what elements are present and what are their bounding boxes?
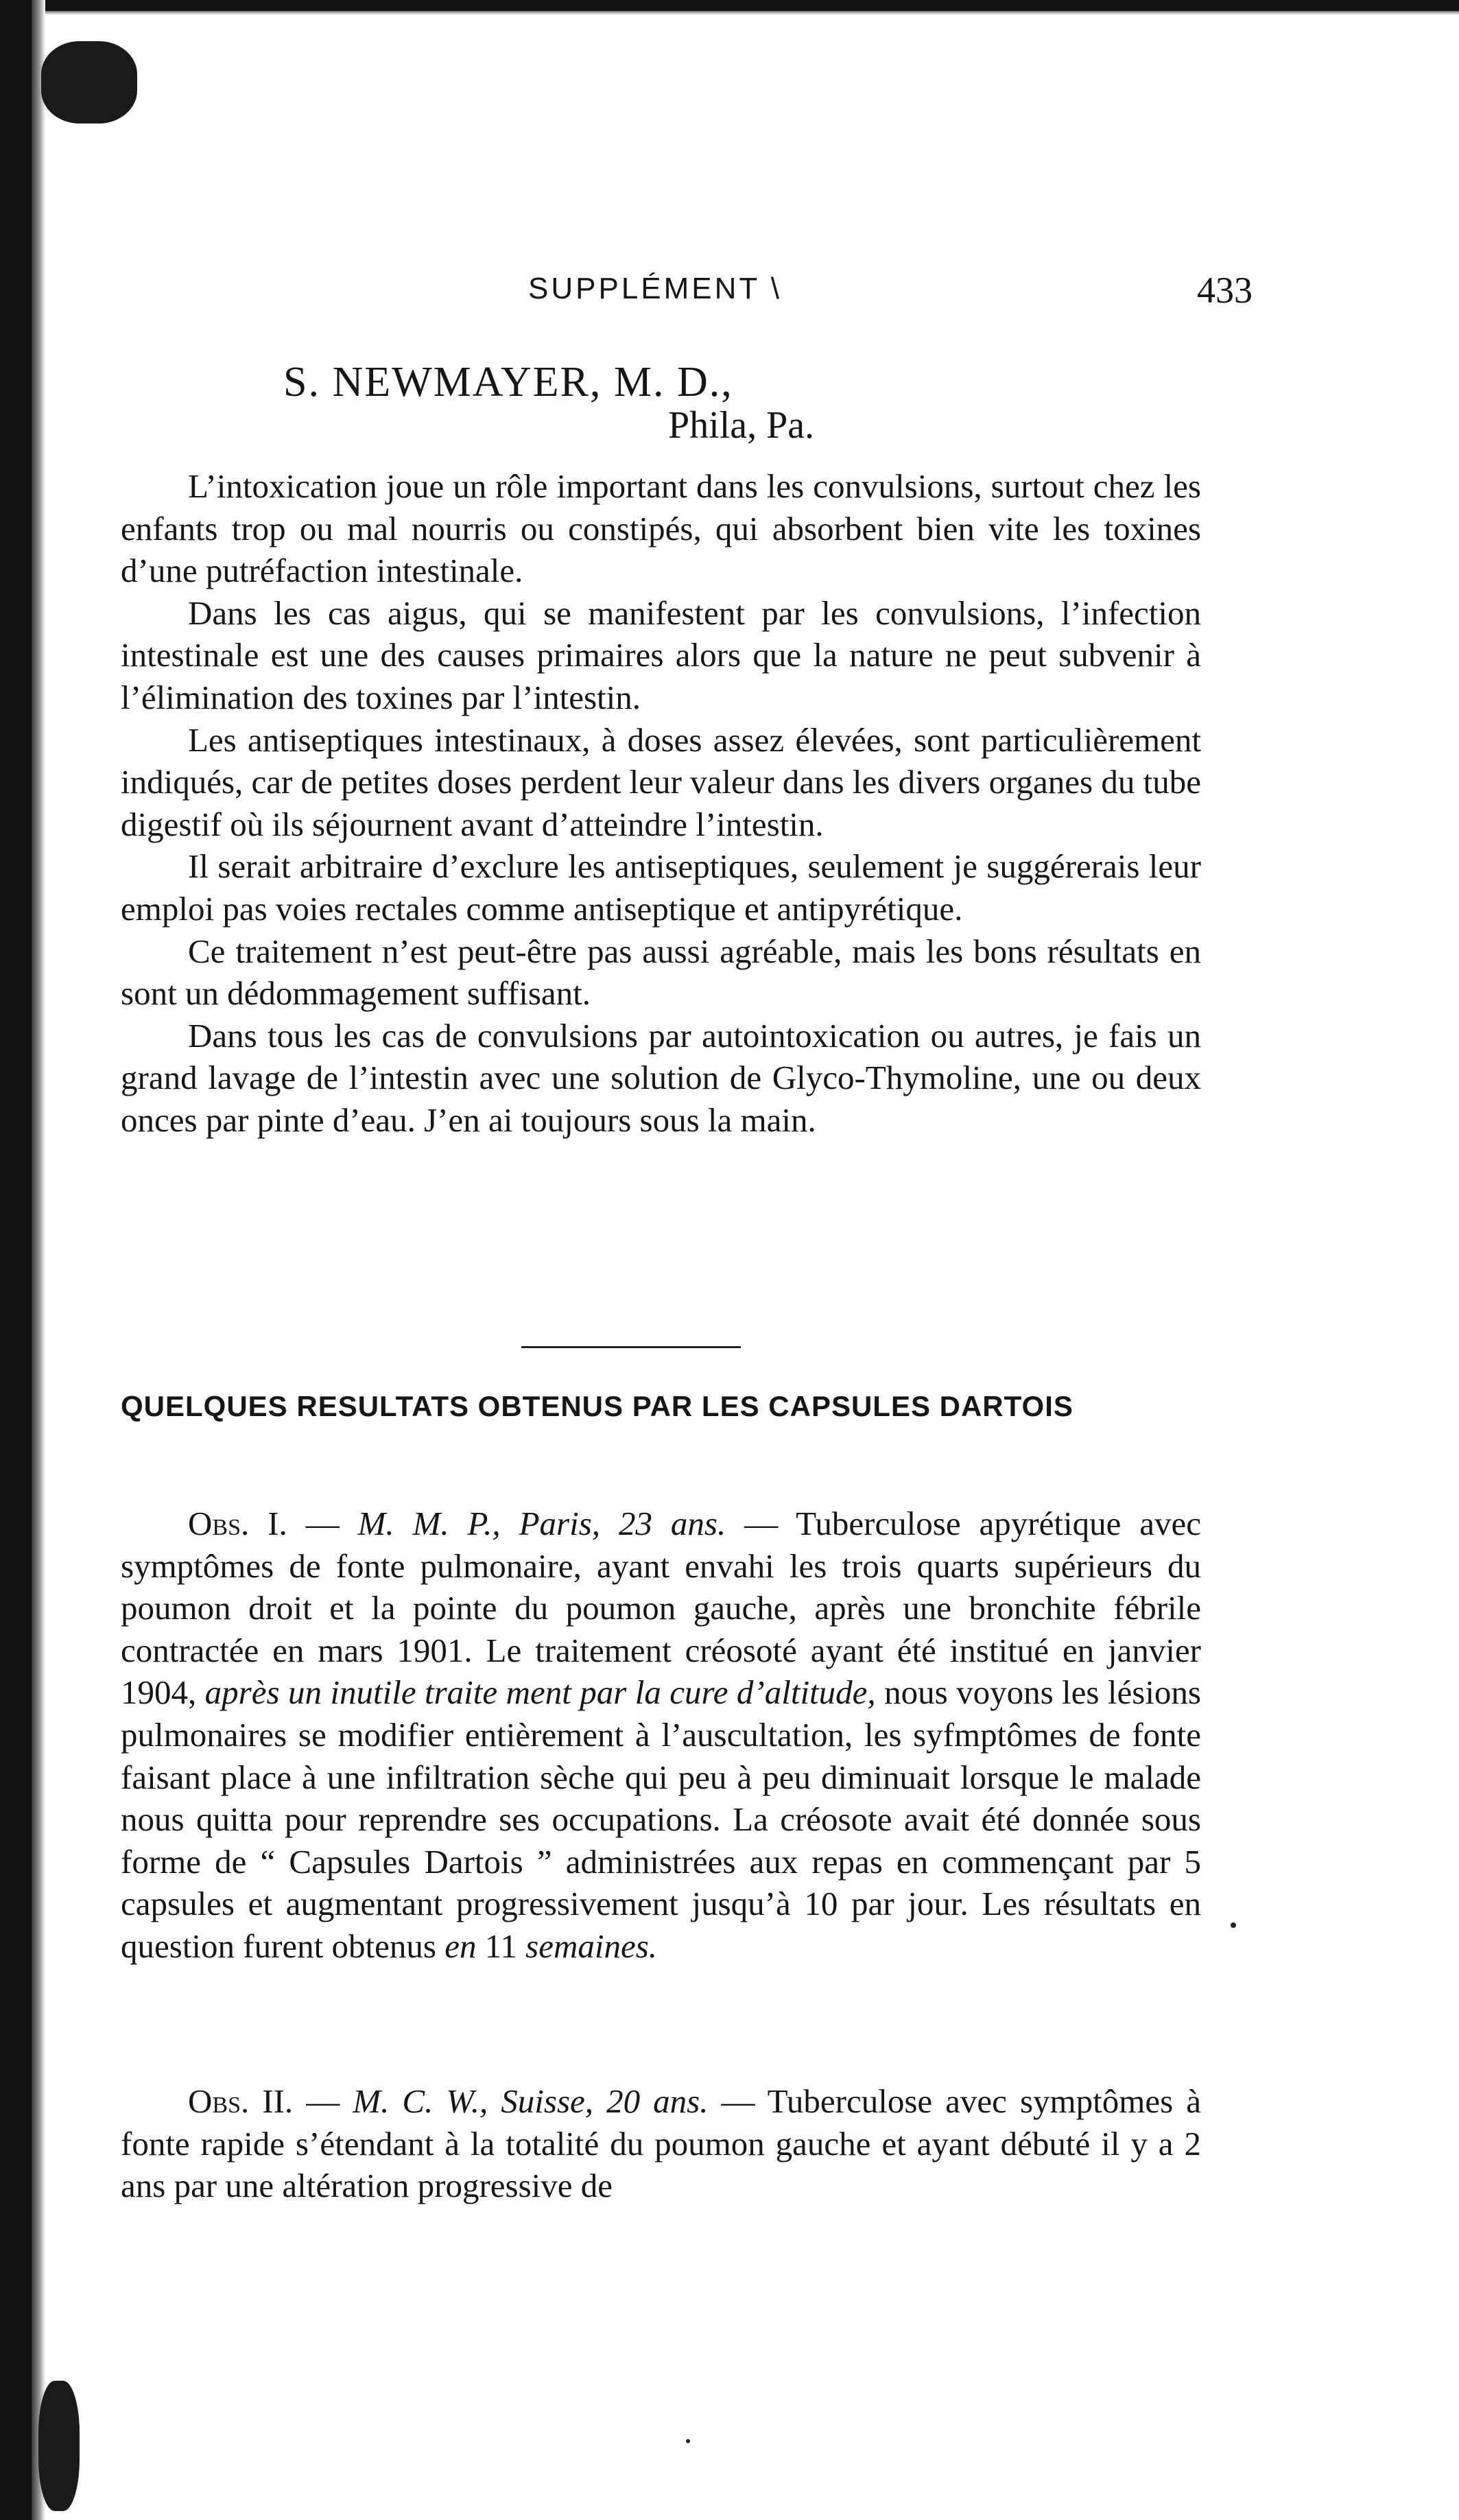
paragraph: Ce traitement n’est peut-être pas aussi agréable, mais les bons résultats en sont un dédommagement suffisant.	[121, 932, 1201, 1013]
emphasis-text: après un inutile traite ment par la cure d’altitude,	[204, 1673, 876, 1712]
observation-1	[121, 1503, 1201, 1968]
observation-1-paragraph	[121, 1503, 1201, 1968]
letter-author: S. NEWMAYER, M. D.,	[283, 359, 733, 405]
scan-edge-left-shadow	[32, 0, 45, 2520]
emphasis-text: semaines.	[525, 1927, 658, 1965]
scan-edge-top	[0, 0, 1459, 11]
scan-edge-left	[0, 0, 32, 2520]
paragraph: Les antiseptiques intestinaux, à doses assez élevées, sont particulièrement indiqués, car de petites doses perdent leur valeur dans les divers organes du tube digestif où ils séjournent avant d’atteindre l’intestin.	[121, 720, 1201, 843]
observation-label: Obs. II.	[188, 2082, 294, 2120]
paragraph: Dans les cas aigus, qui se manifestent par les convulsions, l’infection intestinale est une des causes primaires alors que la nature ne peut subvenir à l’élimination des toxines par l’intestin.	[121, 593, 1201, 716]
margin-dot	[1231, 1922, 1236, 1928]
observation-text: nous voyons les lésions pulmonaires se modifier entièrement à l’auscultation, les syfmptômes de fonte faisant place à une infiltration sèche qui peu à peu diminuait lorsque le malade nous quitta pour reprendre ses occupations. La créosote avait été donnée sous forme de “ Capsules Dartois ” administrées aux repas en commençant par 5 capsules et augmentant progressivement jusqu’à 10 par jour. Les résultats en question furent obtenus	[121, 1673, 1202, 1965]
letter-body	[121, 465, 1201, 1142]
scan-blot-bottom	[38, 2381, 80, 2511]
letter-place: Phila, Pa.	[668, 404, 815, 447]
observation-2	[121, 2080, 1201, 2207]
dash: —	[293, 2082, 353, 2120]
running-head	[528, 272, 782, 306]
patient-info: M. M. P., Paris, 23 ans.	[357, 1505, 726, 1542]
observation-label: Obs. I.	[188, 1505, 287, 1542]
page-number: 433	[1197, 270, 1253, 311]
page-speck	[686, 2439, 690, 2443]
scan-edge-top-shadow	[0, 11, 1459, 15]
section-divider	[521, 1346, 741, 1348]
dash: —	[287, 1505, 358, 1542]
patient-info: M. C. W., Suisse, 20 ans.	[353, 2082, 709, 2120]
observation-text: — Tuberculose avec symptômes à fonte rapide s’étendant à la totalité du poumon gauche et ayant débuté il y a 2 ans par une altération progressive de	[121, 2082, 1202, 2205]
observation-text: 11	[476, 1927, 526, 1965]
running-head-mark: \	[770, 272, 782, 305]
scan-blot-top	[41, 41, 137, 123]
section-title: QUELQUES RESULTATS OBTENUS PAR LES CAPSULES DARTOIS	[121, 1390, 1074, 1422]
observation-2-paragraph	[121, 2080, 1201, 2207]
paragraph: L’intoxication joue un rôle important dans les convulsions, surtout chez les enfants trop ou mal nourris ou constipés, qui absorbent bien vite les toxines d’une putréfaction intestinale.	[121, 467, 1201, 590]
paragraph: Dans tous les cas de convulsions par autointoxication ou autres, je fais un grand lavage de l’intestin avec une solution de Glyco-Thymoline, une ou deux onces par pinte d’eau. J’en ai toujours sous la main.	[121, 1016, 1201, 1139]
running-title: SUPPLÉMENT	[528, 272, 760, 305]
emphasis-text: en	[444, 1927, 477, 1965]
observation-text: — Tuberculose apyrétique avec symptômes de fonte pulmonaire, ayant envahi les trois quarts supérieurs du poumon droit et la pointe du poumon gauche, après une bronchite fébrile contractée en mars 1901. Le traitement créosoté ayant été institué en janvier 1904,	[121, 1505, 1202, 1712]
paragraph: Il serait arbitraire d’exclure les antiseptiques, seulement je suggérerais leur emploi pas voies rectales comme antiseptique et antipyrétique.	[121, 847, 1201, 928]
